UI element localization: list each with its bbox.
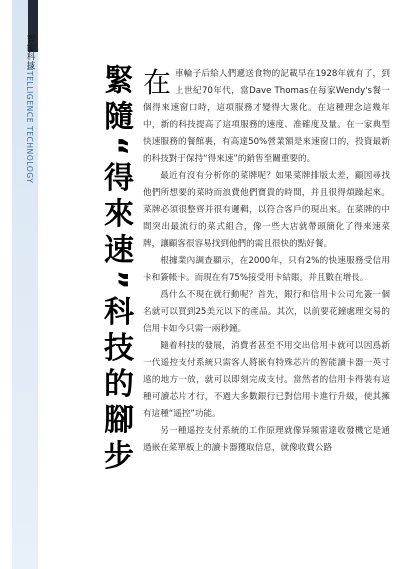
paragraph-1: 在車輪子后給人們遞送食物的記載早在1928年就有了，到上世紀70年代，當Dave Thomas在每家Wendy's餐一個得來速窗口時，這項服務才變得大衆化。在這種理念這幾年中，新的科技提高了這項服務的速度、准確度及量。在一家典型快速服務的餐館裏，有高達50%營業額是來速窗口的，投資最新的科技對于保持“得來速”的銷售至關重要的。 [143, 66, 390, 164]
article-body [143, 66, 390, 457]
article-headline: 緊隨“得來速”科技的腳步 [98, 64, 133, 476]
paragraph-4: 爲什么不現在就行動呢？首先，銀行和信用卡公司允簽一個名就可以買到25美元以下的產品。其次，以前要花鐘處理交易的信用卡如今只需一兩秒鐘。 [143, 290, 390, 334]
section-label-english: INTELLIGENCE TECHNOLOGY [25, 62, 34, 184]
paragraph-2: 最近有沒有分析你的菜牌呢？如果菜牌排版太差，顧因尋找他們所想要的菜時而浪費他們寶貴的時間，并且很得煩躁起來。菜牌必須很整齊并很有邏輯，以符合客戶的現出來。在菜牌的中間突出最流行的菜式組合，像一些大店就帶頭簡化了得來速菜牌，讓顧客很容易找到他們的需且很快的點好餐。 [143, 171, 390, 249]
section-label: 智能科技 [25, 34, 35, 70]
paragraph-3: 根據業內調查顯示，在2000年，只有2%的快速服務受信用卡和簽帳卡。而現在有75%接受用卡結賬，并且數在增長。 [143, 256, 390, 283]
paragraph-5: 隨着科技的發展，消費者甚至不用交出信用卡就可以因爲新一代遥控支付系統只需客人將嵌有特殊芯片的智能讀卡器一英寸遠的地方一放，就可以即刻完成支付。當然者的信用卡得裝有這種可讀芯片才行，不過大多數銀行已對信用卡進行升級，使其擁有這種“遥控”功能。 [143, 341, 390, 419]
drop-cap: 在 [143, 66, 172, 99]
page-spine [0, 0, 40, 569]
paragraph-6: 另一種遥控支付系統的工作原理就像异頻雷達收發機它是通過嵌在菜單板上的讀卡器獲取信息，就像收費公路 [143, 426, 390, 453]
